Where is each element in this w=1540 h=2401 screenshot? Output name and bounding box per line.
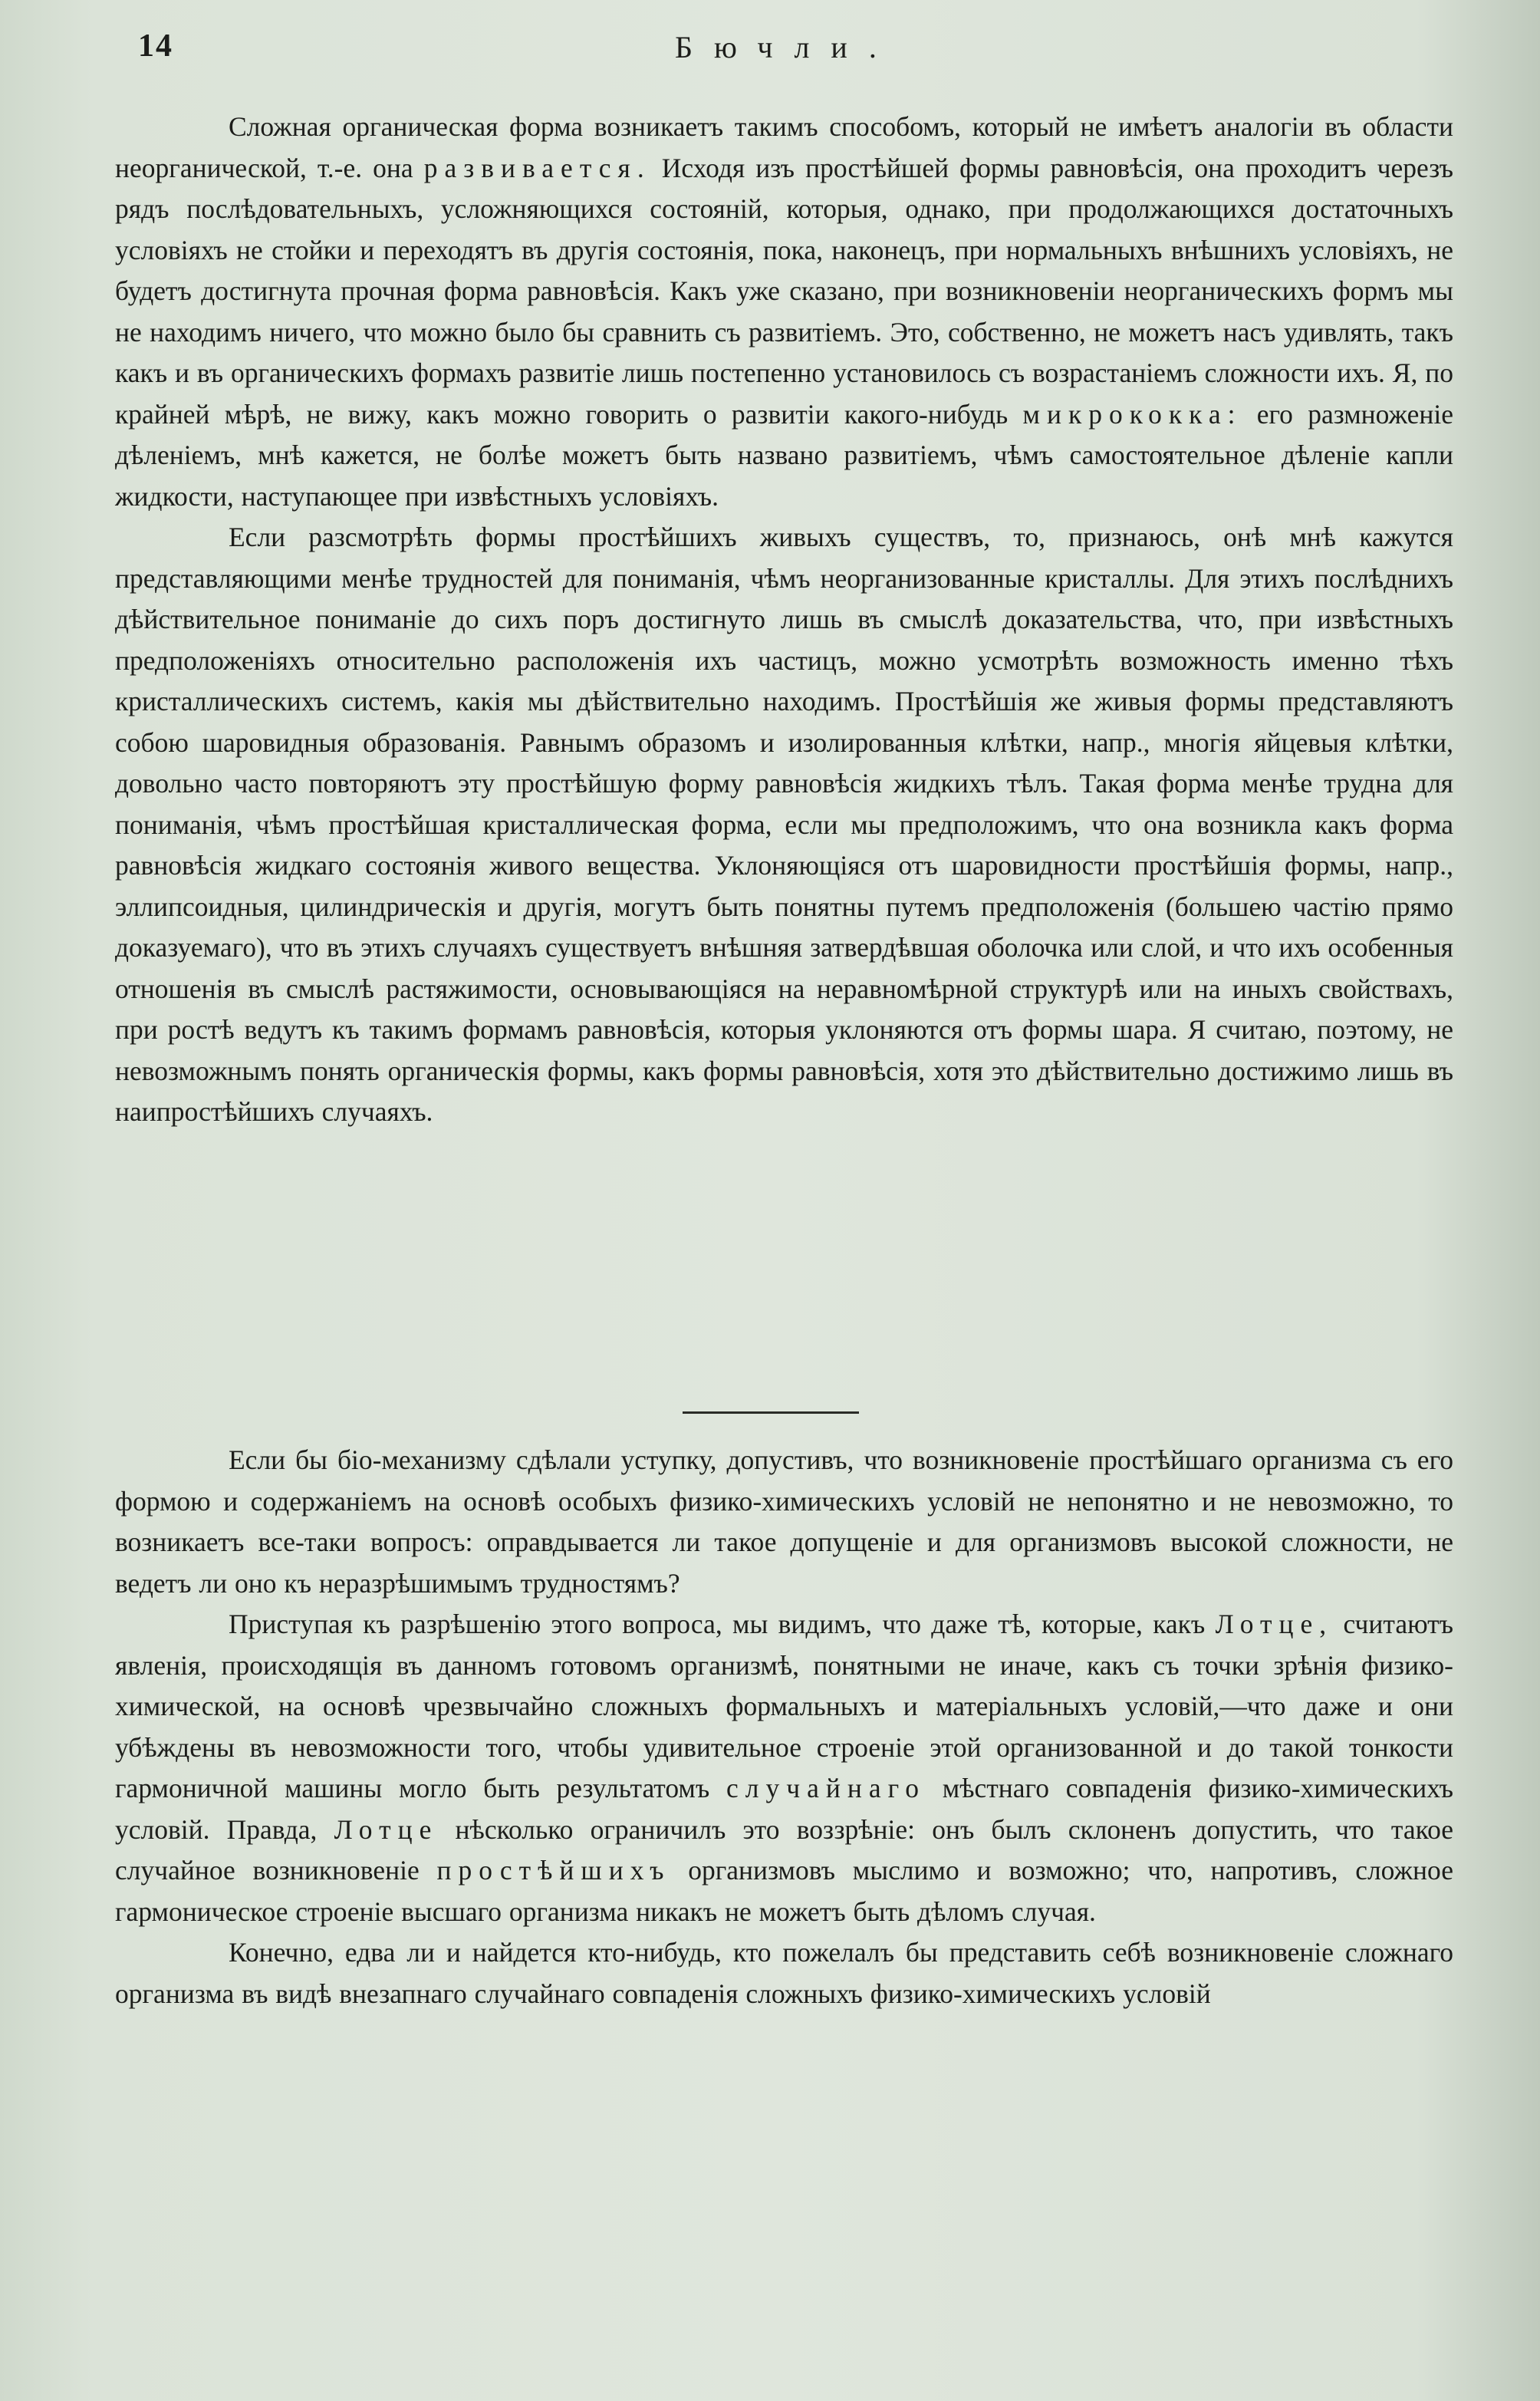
- paragraph-conclusion: Конечно, едва ли и найдется кто-нибудь, кто пожелалъ бы представить себѣ возникновеніе сложнаго организма въ видѣ внезапнаго случайнаго совпаденія сложныхъ физико-химическихъ условій: [115, 1937, 1453, 2009]
- paragraph-text: Приступая къ разрѣшенію этого вопроса, мы видимъ, что даже тѣ, которые, какъ: [229, 1609, 1216, 1639]
- emphasis-text: развивается.: [423, 152, 651, 183]
- paragraph-text: считаютъ явленія, происходящія въ данномъ готовомъ организмѣ, понятными не иначе, какъ съ точки зрѣнія физико-химической, на основѣ чрезвычайно сложныхъ формальныхъ и матеріальныхъ условій,—что даже и они убѣждены въ невозможности того, чтобы удивительное строеніе этой организованной и до такой тонкости гармоничной машины могло быть результатомъ: [115, 1609, 1453, 1803]
- emphasis-text: простѣйшихъ: [436, 1855, 671, 1886]
- paragraph-text: организмовъ мыслимо и возможно; что, напротивъ, сложное гармоническое строеніе высшаго организма никакъ не можетъ быть дѣломъ случая.: [115, 1855, 1453, 1927]
- page-number: 14: [138, 28, 173, 64]
- paragraph-text: нѣсколько ограничилъ это воззрѣніе: онъ былъ склоненъ допустить, что такое случайное возникновеніе: [115, 1813, 1454, 1886]
- text-section-2: [115, 1440, 1453, 2014]
- paragraph-simple-forms: Если разсмотрѣть формы простѣйшихъ живыхъ существъ, то, признаюсь, онѣ мнѣ кажутся представляющими менѣе трудностей для пониманія, чѣмъ неорганизованные кристаллы. Для этихъ послѣднихъ дѣйствительное пониманіе до сихъ поръ достигнуто лишь въ смыслѣ доказательства, что, при извѣстныхъ предположеніяхъ относительно расположенія ихъ частицъ, можно усмотрѣть возможность именно тѣхъ кристаллическихъ системъ, какія мы дѣйствительно находимъ. Простѣйшія же живыя формы представляютъ собою шаровидныя образованія. Равнымъ образомъ и изолированныя клѣтки, напр., многія яйцевыя клѣтки, довольно часто повторяютъ эту простѣйшую форму равновѣсія жидкихъ тѣлъ. Такая форма менѣе трудна для пониманія, чѣмъ простѣйшая кристаллическая форма, если мы предположимъ, что она возникла какъ форма равновѣсія жидкаго состоянія живого вещества. Уклоняющіяся отъ шаровидности простѣйшія формы, напр., эллипсоидныя, цилиндрическія и другія, могутъ быть понятны путемъ предположенія (большею частію прямо доказуемаго), что въ этихъ случаяхъ существуетъ внѣшняя затвердѣвшая оболочка или слой, и что ихъ особенныя отношенія въ смыслѣ растяжимости, основывающіяся на неравномѣрной структурѣ или на иныхъ свойствахъ, при ростѣ ведутъ къ такимъ формамъ равновѣсія, которыя уклоняются отъ формы шара. Я считаю, поэтому, не невозможнымъ понять органическія формы, какъ формы равновѣсія, хотя это дѣйствительно достижимо лишь въ наипростѣйшихъ случаяхъ.: [115, 522, 1453, 1127]
- paragraph-text: мѣстнаго совпаденія физико-химическихъ условій. Правда,: [115, 1773, 1453, 1845]
- running-head: Бючли.: [675, 30, 898, 64]
- section-divider: [683, 1411, 859, 1414]
- paragraph-complex-form: [115, 107, 1453, 517]
- paragraph-bio-mechanism: Если бы біо-механизму сдѣлали уступку, допустивъ, что возникновеніе простѣйшаго организма съ его формою и содержаніемъ на основѣ особыхъ физико-химическихъ условій не непонятно и не невозможно, то возникаетъ все-таки вопросъ: оправдывается ли такое допущеніе и для организмовъ высокой сложности, не ведетъ ли оно къ неразрѣшимымъ трудностямъ?: [115, 1444, 1453, 1599]
- author-name: Лотце,: [1215, 1609, 1334, 1639]
- paragraph-text: Сложная органическая форма возникаетъ такимъ способомъ, который не имѣетъ аналогіи въ области неорганической, т.-е. она: [115, 111, 1453, 183]
- emphasis-text: случайнаго: [726, 1773, 926, 1803]
- paragraph-text: его размноженіе дѣленіемъ, мнѣ кажется, не болѣе можетъ быть названо развитіемъ, чѣмъ самостоятельное дѣленіе капли жидкости, наступающее при извѣстныхъ условіяхъ.: [115, 398, 1453, 512]
- text-section-1: [115, 107, 1453, 1133]
- paragraph-lotze: [115, 1604, 1453, 1932]
- emphasis-text: микрококка:: [1022, 398, 1242, 430]
- paragraph-text: Исходя изъ простѣйшей формы равновѣсія, она проходитъ черезъ рядъ послѣдовательныхъ, усложняющихся состояній, которыя, однако, при продолжающихся достаточныхъ условіяхъ не стойки и переходятъ въ другія состоянія, пока, наконецъ, при нормальныхъ внѣшнихъ условіяхъ, не будетъ достигнута прочная форма равновѣсія. Какъ уже сказано, при возникновеніи неорганическихъ формъ мы не находимъ ничего, что можно было бы сравнить съ развитіемъ. Это, собственно, не можетъ насъ удивлять, такъ какъ и въ органическихъ формахъ развитіе лишь постепенно установилось съ возрастаніемъ сложности ихъ. Я, по крайней мѣрѣ, не вижу, какъ можно говорить о развитіи какого-нибудь: [115, 152, 1453, 430]
- author-name: Лотце: [334, 1813, 439, 1845]
